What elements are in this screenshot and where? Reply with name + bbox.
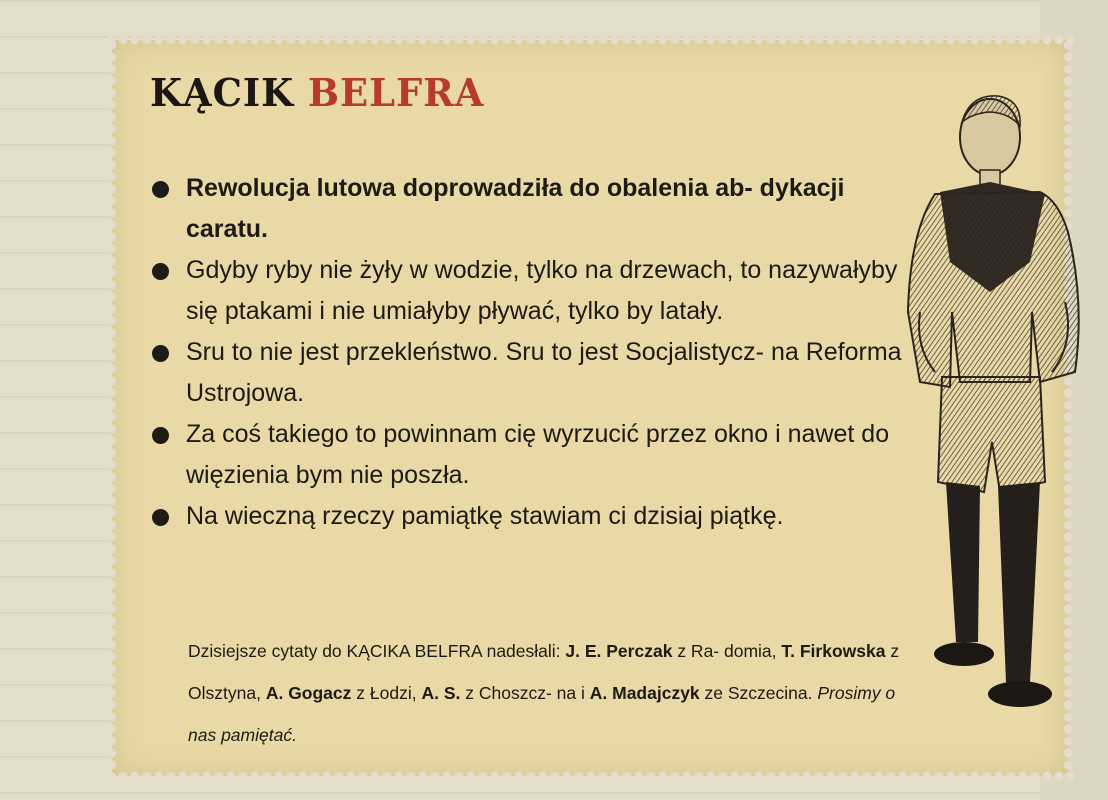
quotes-list [150, 168, 910, 537]
contributor-city: z Łodzi, [356, 683, 417, 703]
bullet-icon [152, 509, 169, 526]
contributor-city: z Ra- domia, [677, 641, 777, 661]
contributor-city: z Choszcz- na i [465, 683, 585, 703]
bullet-icon [152, 181, 169, 198]
quote-text: Za coś takiego to powinnam cię wyrzucić przez okno i nawet do więzienia bym nie poszła. [186, 420, 890, 489]
contributor-city: z Olsztyna, [188, 641, 900, 703]
credits-intro: Dzisiejsze cytaty do KĄCIKA BELFRA nadesłali: [188, 641, 561, 661]
bullet-icon [152, 345, 169, 362]
quote-item [150, 168, 910, 250]
quote-text: Gdyby ryby nie żyły w wodzie, tylko na drzewach, to nazywałyby się ptakami i nie umiałyby pływać, tylko by latały. [186, 256, 898, 325]
credits-paragraph [188, 630, 908, 756]
title-word-2: BELFRA [307, 70, 485, 115]
contributor-name: T. Firkowska [781, 641, 886, 661]
quote-item [150, 496, 910, 537]
bullet-icon [152, 263, 169, 280]
contributor-name: J. E. Perczak [565, 641, 673, 661]
bullet-icon [152, 427, 169, 444]
closing-note: Prosimy o nas pamiętać. [188, 683, 896, 745]
contributor-name: A. Gogacz [265, 683, 352, 703]
quote-item [150, 414, 910, 496]
quote-text: Sru to nie jest przekleństwo. Sru to jest Socjalistycz- na Reforma Ustrojowa. [186, 338, 902, 407]
perforated-edge-left [107, 40, 117, 776]
quote-text: Rewolucja lutowa doprowadziła do obalenia ab- dykacji caratu. [186, 174, 845, 243]
section-title [150, 70, 484, 116]
contributor-name: A. Madajczyk [589, 683, 700, 703]
quote-item [150, 332, 910, 414]
title-word-1: KĄCIK [150, 70, 295, 115]
quote-text: Na wieczną rzeczy pamiątkę stawiam ci dzisiaj piątkę. [186, 502, 784, 530]
contributor-name: A. S. [421, 683, 461, 703]
boy-in-sailor-suit-icon [880, 82, 1100, 722]
contributor-city: ze Szczecina. [704, 683, 813, 703]
quote-item [150, 250, 910, 332]
